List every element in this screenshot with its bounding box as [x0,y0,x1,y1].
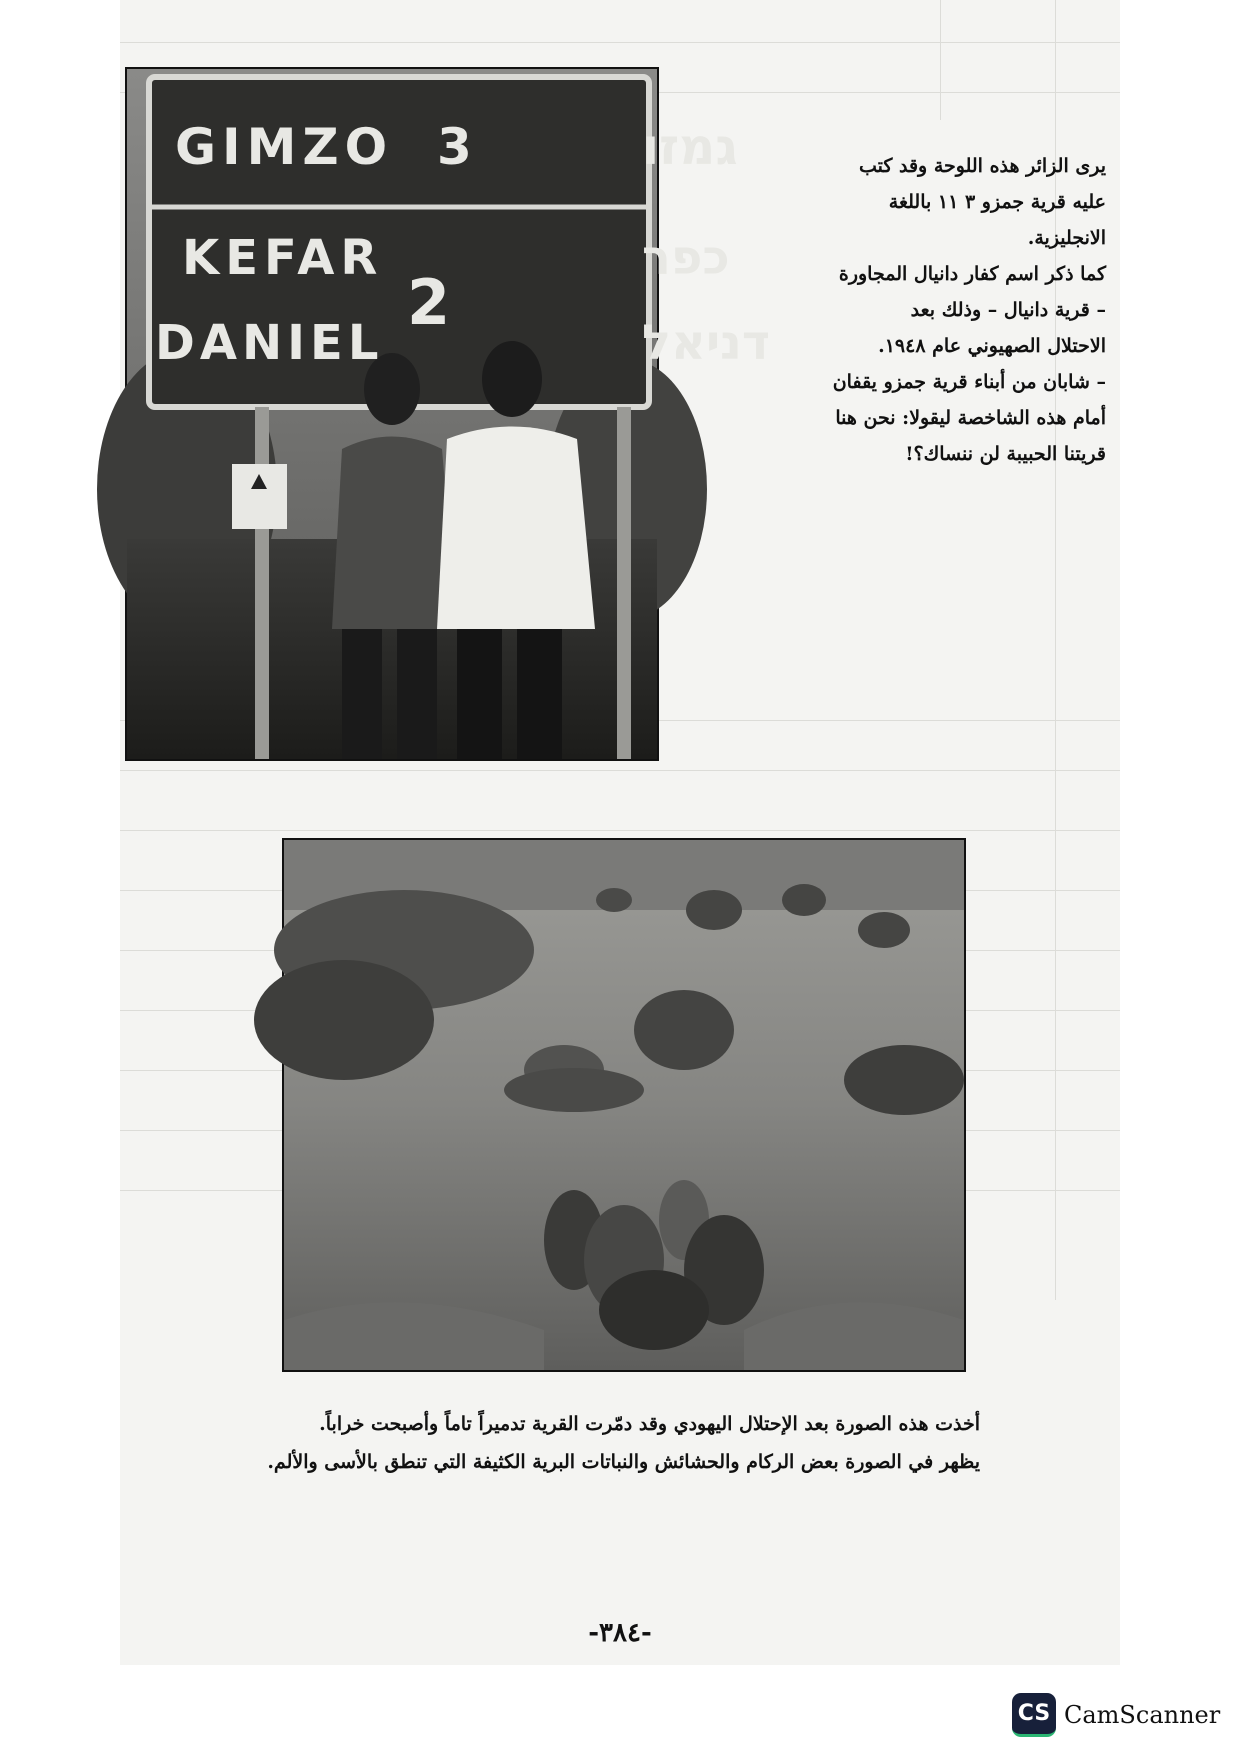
sign-daniel-hebrew: דניאל [642,315,771,371]
sign-photo [125,67,771,761]
sign-photo-description [808,148,1106,472]
description-line: الانجليزية. [1027,227,1106,249]
ghost-line [120,770,1120,771]
description-line: الاحتلال الصهيوني عام ١٩٤٨. [878,335,1106,357]
ghost-line [120,42,1120,43]
landscape-photo-graphic [284,840,964,1370]
sign-gimzo-distance: 3 [437,118,472,176]
camscanner-logo-icon: CS [1012,1693,1056,1737]
camscanner-watermark [1012,1692,1220,1738]
sign-kefar-hebrew: כפר [642,230,730,286]
description-line: قريتنا الحبيبة لن ننساك؟! [905,443,1106,465]
description-line: أمام هذه الشاخصة ليقولا: نحن هنا [835,407,1106,429]
description-line: كما ذكر اسم كفار دانيال المجاورة [838,263,1106,285]
caption-line-1: أخذت هذه الصورة بعد الإحتلال اليهودي وقد دمّرت القرية تدميراً تاماً وأصبحت خراباً. [319,1413,980,1435]
sign-photo-graphic [127,69,771,759]
sign-kefar-daniel-distance: 2 [407,266,451,339]
ghost-line [120,830,1120,831]
page-number: -٣٨٤- [588,1618,652,1648]
sign-kefar-latin: KEFAR [182,230,384,286]
caption-line-2: يظهر في الصورة بعض الركام والحشائش والنباتات البرية الكثيفة التي تنطق بالأسى والألم. [267,1451,980,1473]
landscape-photo [282,838,966,1372]
description-line: يرى الزائر هذه اللوحة وقد كتب [858,155,1106,177]
ghost-line [940,0,941,120]
camscanner-brand: CamScanner [1064,1701,1221,1729]
sign-gimzo-latin: GIMZO [175,118,394,176]
sign-daniel-latin: DANIEL [155,315,384,371]
description-line: – قرية دانيال – وذلك بعد [910,299,1106,321]
landscape-caption [240,1405,980,1481]
description-line: عليه قرية جمزو ٣ ١١ باللغة [888,191,1106,213]
sign-gimzo-hebrew: גמזו [642,118,738,176]
description-line: – شابان من أبناء قرية جمزو يقفان [832,371,1106,393]
